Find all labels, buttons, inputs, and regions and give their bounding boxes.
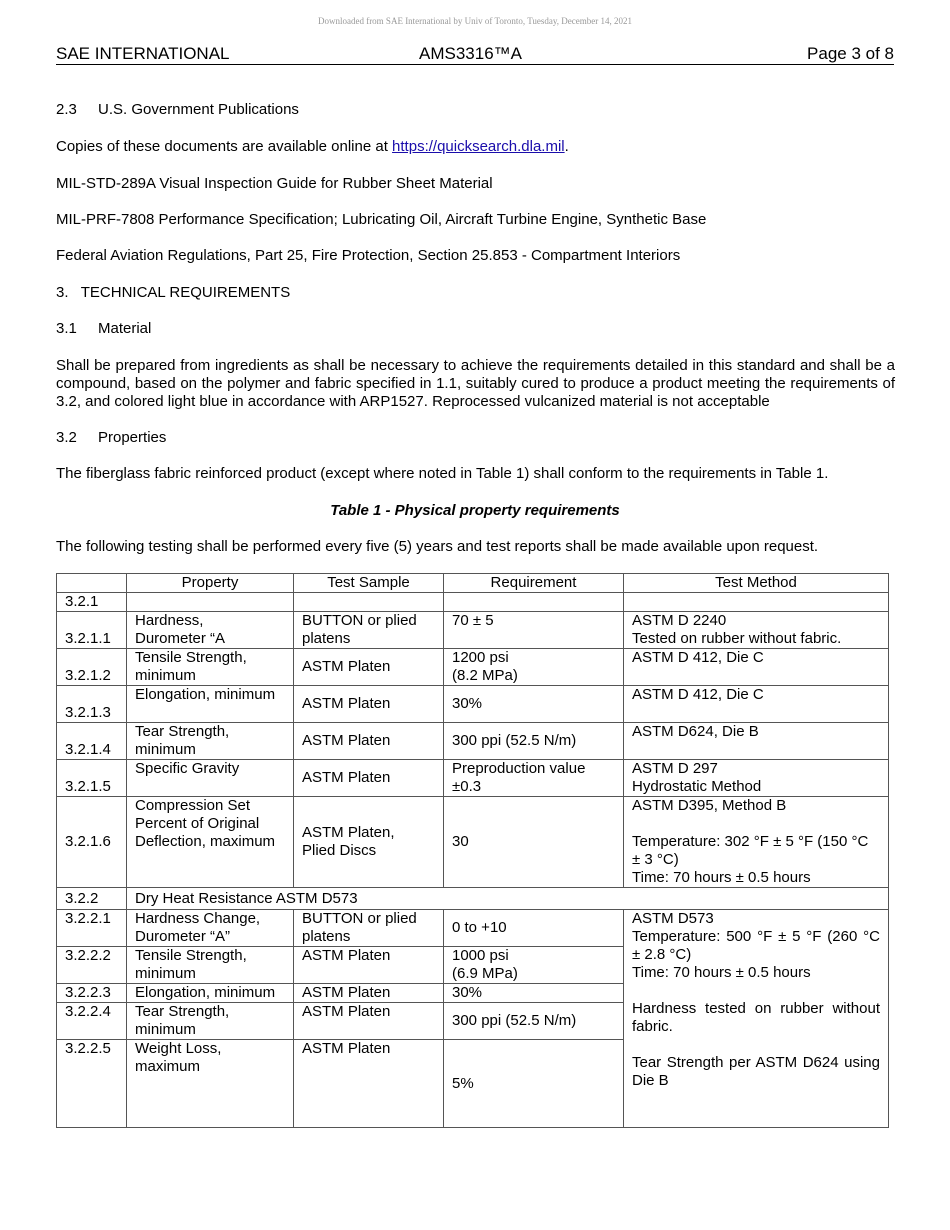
table-row <box>57 888 889 910</box>
property-cell: Weight Loss, maximum <box>127 1040 294 1128</box>
header-cell-property: Property <box>127 574 294 593</box>
copies-text: Copies of these documents are available online at <box>56 138 393 155</box>
table-row <box>57 593 889 612</box>
copies-end: . <box>564 138 569 155</box>
table-row <box>57 686 889 723</box>
physical-property-table <box>56 573 889 1128</box>
property-cell: Elongation, minimum <box>127 984 294 1003</box>
sample-cell: BUTTON or plied platens <box>294 910 444 947</box>
row-id: 3.2.2.5 <box>57 1040 127 1128</box>
requirement-cell: 0 to +10 <box>444 910 624 947</box>
requirement-cell: 300 ppi (52.5 N/m) <box>444 723 624 760</box>
section-title: Material <box>98 320 152 337</box>
section-3-heading: 3. TECHNICAL REQUIREMENTS <box>56 284 291 301</box>
group-title-cell: Dry Heat Resistance ASTM D573 <box>127 888 889 910</box>
sample-cell: ASTM Platen <box>294 1003 444 1040</box>
sample-cell: ASTM Platen <box>294 686 444 723</box>
row-id: 3.2.2.4 <box>57 1003 127 1040</box>
requirement-cell: 30% <box>444 686 624 723</box>
requirement-cell: 30 <box>444 797 624 888</box>
header-page-number: Page 3 of 8 <box>807 44 894 63</box>
header-cell-id <box>57 574 127 593</box>
method-cell: ASTM D 2240 Tested on rubber without fabric. <box>624 612 889 649</box>
dla-link[interactable]: https://quicksearch.dla.mil <box>392 138 565 155</box>
section-number: 2.3 <box>56 101 77 118</box>
requirement-cell: Preproduction value ±0.3 <box>444 760 624 797</box>
table-row <box>57 723 889 760</box>
table-row <box>57 910 889 947</box>
table-row <box>57 797 889 888</box>
sample-cell: ASTM Platen <box>294 649 444 686</box>
property-cell: Tear Strength, minimum <box>127 723 294 760</box>
sample-cell: ASTM Platen, Plied Discs <box>294 797 444 888</box>
property-cell: Hardness Change, Durometer “A” <box>127 910 294 947</box>
page-header <box>56 44 894 65</box>
property-cell: Specific Gravity <box>127 760 294 797</box>
sample-cell: ASTM Platen <box>294 1040 444 1128</box>
row-id: 3.2.1 <box>57 593 127 612</box>
section-number: 3.2 <box>56 429 77 446</box>
row-id: 3.2.2 <box>57 888 127 910</box>
row-id: 3.2.1.5 <box>57 760 127 797</box>
section-2-3-heading <box>56 101 896 119</box>
section-3-1-heading <box>56 320 896 338</box>
row-id: 3.2.2.2 <box>57 947 127 984</box>
dry-heat-method-cell: ASTM D573 Temperature: 500 °F ± 5 °F (260 °C ± 2.8 °C) Time: 70 hours ± 0.5 hours Hardness tested on rubber without fabric. Tear Strength per ASTM D624 using Die B <box>624 910 889 1128</box>
row-id: 3.2.2.1 <box>57 910 127 947</box>
reference-far-part-25: Federal Aviation Regulations, Part 25, Fire Protection, Section 25.853 - Compartment Interiors <box>56 247 681 264</box>
sample-cell: BUTTON or plied platens <box>294 612 444 649</box>
section-title: U.S. Government Publications <box>98 101 299 118</box>
row-id: 3.2.2.3 <box>57 984 127 1003</box>
property-cell: Compression Set Percent of Original Deflection, maximum <box>127 797 294 888</box>
requirement-cell: 5% <box>444 1040 624 1128</box>
sample-cell: ASTM Platen <box>294 984 444 1003</box>
method-cell: ASTM D395, Method B Temperature: 302 °F ± 5 °F (150 °C ± 3 °C) Time: 70 hours ± 0.5 hours <box>624 797 889 888</box>
property-cell: Elongation, minimum <box>127 686 294 723</box>
download-watermark: Downloaded from SAE International by Univ of Toronto, Tuesday, December 14, 2021 <box>317 16 633 26</box>
table-header-row <box>57 574 889 593</box>
reference-mil-prf-7808: MIL-PRF-7808 Performance Specification; Lubricating Oil, Aircraft Turbine Engine, Synthetic Base <box>56 211 707 228</box>
table-row <box>57 760 889 797</box>
header-org: SAE INTERNATIONAL <box>56 44 230 63</box>
method-cell: ASTM D 412, Die C <box>624 649 889 686</box>
property-cell: Tensile Strength, minimum <box>127 947 294 984</box>
header-cell-test-method: Test Method <box>624 574 889 593</box>
row-id: 3.2.1.6 <box>57 797 127 888</box>
method-cell: ASTM D 297 Hydrostatic Method <box>624 760 889 797</box>
sample-cell: ASTM Platen <box>294 723 444 760</box>
copies-paragraph <box>56 138 896 156</box>
header-doc-id: AMS3316™A <box>419 44 522 63</box>
requirement-cell: 300 ppi (52.5 N/m) <box>444 1003 624 1040</box>
testing-paragraph: The following testing shall be performed every five (5) years and test reports shall be made available upon request. <box>56 538 819 555</box>
method-cell: ASTM D624, Die B <box>624 723 889 760</box>
property-cell: Tear Strength, minimum <box>127 1003 294 1040</box>
row-id: 3.2.1.1 <box>57 612 127 649</box>
requirement-cell: 1000 psi (6.9 MPa) <box>444 947 624 984</box>
reference-mil-std-289a: MIL-STD-289A Visual Inspection Guide for Rubber Sheet Material <box>56 175 493 192</box>
section-number: 3.1 <box>56 320 77 337</box>
header-cell-requirement: Requirement <box>444 574 624 593</box>
table-row <box>57 649 889 686</box>
requirement-cell: 30% <box>444 984 624 1003</box>
method-cell: ASTM D 412, Die C <box>624 686 889 723</box>
sample-cell: ASTM Platen <box>294 760 444 797</box>
properties-paragraph: The fiberglass fabric reinforced product (except where noted in Table 1) shall conform to the requirements in Table 1. <box>56 465 829 482</box>
property-cell: Tensile Strength, minimum <box>127 649 294 686</box>
material-paragraph: Shall be prepared from ingredients as shall be necessary to achieve the requirements detailed in this standard and shall be a compound, based on the polymer and fabric specified in 1.1, suitably cured to produce a product meeting the requirements of 3.2, and colored light blue in accordance with ARP1527. Reprocessed vulcanized material is not acceptable <box>56 357 895 410</box>
row-id: 3.2.1.3 <box>57 686 127 723</box>
section-3-2-heading <box>56 429 896 447</box>
requirement-cell: 70 ± 5 <box>444 612 624 649</box>
section-title: Properties <box>98 429 167 446</box>
table-row <box>57 612 889 649</box>
requirement-cell: 1200 psi (8.2 MPa) <box>444 649 624 686</box>
row-id: 3.2.1.2 <box>57 649 127 686</box>
row-id: 3.2.1.4 <box>57 723 127 760</box>
table-caption: Table 1 - Physical property requirements <box>330 502 620 519</box>
sample-cell: ASTM Platen <box>294 947 444 984</box>
header-cell-test-sample: Test Sample <box>294 574 444 593</box>
property-cell: Hardness, Durometer “A <box>127 612 294 649</box>
